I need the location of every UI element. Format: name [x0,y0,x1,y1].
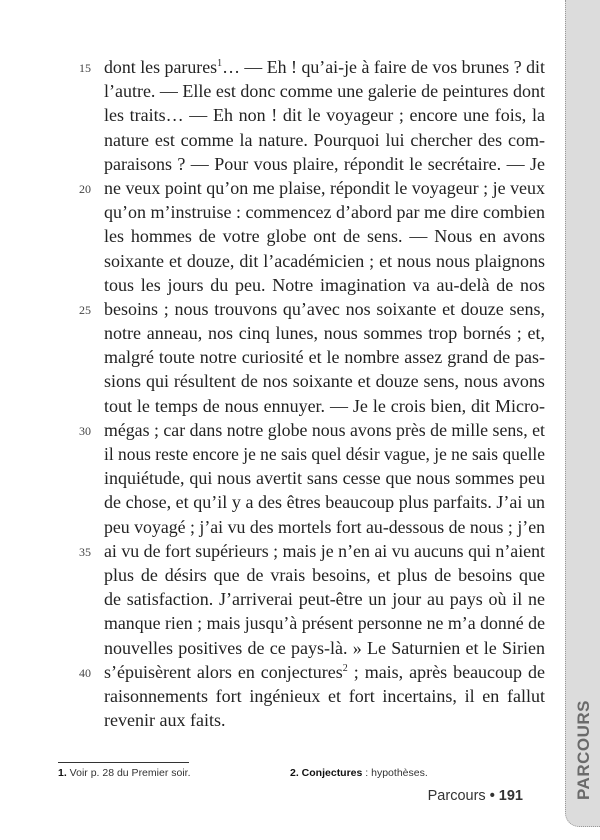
line-number: 35 [79,544,91,559]
text-segment: manque rien ; mais jusqu’à présent personne ne m’a donné de [104,613,545,634]
text-line [104,224,545,248]
text-line [79,297,545,321]
line-number: 40 [79,665,91,680]
line-text [104,128,545,152]
text-segment: qu’on m’instruise : commencez d’abord par me dire combien [104,202,546,223]
text-segment: il nous reste encore je ne sais quel désir vague, je ne sais quelle [104,444,545,464]
text-segment: l’autre. — Elle est donc comme une galerie de peintures dont [104,81,545,102]
footnote-ref: 1 [217,58,223,69]
text-line [104,587,545,611]
text-line [104,273,545,297]
text-line [104,394,545,418]
text-segment: tous les jours du peu. Notre imagination va au-delà de nos [104,274,546,295]
text-segment: sions qui résultent de nos soixante et douze sens, nous avons [104,371,545,392]
text-segment: ne veux point qu’on me plaise, répondit le voyageur ; je veux [104,177,546,198]
text-line [104,442,545,466]
text-segment: nature est comme la nature. Pourquoi lui chercher des com- [104,129,545,150]
footnote-2: 2. Conjectures : hypothèses. [290,767,428,779]
text-line [104,515,545,539]
text-segment: raisonnements fort ingénieux et fort incertains, il en fallut [104,685,545,706]
line-text [104,539,545,563]
text-segment: … — Eh ! qu’ai-je à faire de vos brunes ? dit [222,57,545,77]
text-line [79,539,545,563]
line-text [104,442,545,466]
line-text [104,345,545,369]
line-number: 25 [79,302,91,317]
text-segment: mégas ; car dans notre globe nous avons près de mille sens, et [104,419,545,440]
text-line [79,418,545,442]
text-line [104,103,545,127]
line-number: 15 [79,61,91,75]
footnote-ref: 2 [342,662,348,674]
line-text [104,563,545,587]
line-text [104,394,545,418]
line-text [104,55,545,79]
line-text [104,490,545,514]
line-text [104,684,545,708]
footer-bullet: • [489,788,495,804]
body-text [79,55,546,732]
text-segment: besoins ; nous trouvons qu’avec nos soixante et douze sens, [104,298,545,319]
text-segment: les traits… — Eh non ! dit le voyageur ; encore une fois, la [104,105,545,126]
text-line [104,611,545,635]
text-line [104,466,545,490]
text-line [104,636,545,660]
line-text [104,660,545,684]
line-text [104,611,545,635]
text-segment: les hommes de votre globe ont de sens. — Nous en avons [104,226,546,247]
text-segment: s’épuisèrent alors en conjectures [104,661,343,682]
text-line [104,563,545,587]
section-side-tab [565,0,600,827]
line-text [104,224,545,248]
line-text [104,273,545,297]
text-segment: malgré toute notre curiosité et le nombre assez grand de pas- [104,347,546,368]
text-line [104,684,545,708]
line-text [104,369,545,393]
line-text [104,321,545,345]
side-tab-label: PARCOURS [573,699,593,801]
line-text [104,79,545,103]
line-text [104,152,545,176]
line-number: 20 [79,181,91,196]
text-segment: plus de désirs que de vrais besoins, et plus de besoins que [104,564,546,585]
line-text [104,200,545,224]
line-text [104,176,545,200]
text-line [104,321,545,345]
text-segment: revenir aux faits. [104,710,226,731]
text-segment: nouvelles positives de ce pays-là. » Le Saturnien et le Sirien [104,637,545,658]
line-text [104,515,545,539]
line-text [104,587,545,611]
page-footer [428,788,523,804]
text-line [104,345,545,369]
text-segment: de satisfaction. J’arriverai peut-être un jour au pays où il ne [104,589,546,610]
line-text [104,466,545,490]
text-line [104,249,545,273]
line-text [104,636,545,660]
text-line [104,369,545,393]
line-text [104,249,545,273]
text-segment: inquiétude, qui nous avertit sans cesse que nous sommes peu [104,468,545,489]
text-line [104,128,545,152]
line-text [104,418,545,442]
text-segment: peu voyagé ; j’ai vu des mortels fort au-dessous de nous ; j’en [104,516,546,537]
line-text [104,103,545,127]
text-line [79,660,545,684]
footnote-1: 1. Voir p. 28 du Premier soir. [58,767,191,779]
page-number: 191 [498,788,523,804]
text-segment: ai vu de fort supérieurs ; mais je n’en ai vu aucuns qui n’aient [104,540,545,561]
text-line [79,176,546,200]
footnote-separator [58,762,189,763]
footer-section: Parcours [427,788,486,804]
line-text [104,708,225,732]
line-number: 30 [79,423,91,438]
text-segment: ; mais, après beaucoup de [347,661,545,682]
text-line [104,490,545,514]
text-line [104,152,545,176]
text-segment: de chose, et qu’il y a des êtres beaucoup plus parfaits. J’ai un [104,492,546,513]
text-line [104,708,545,732]
text-line [104,79,545,103]
text-segment: paraisons ? — Pour vous plaire, répondit le secrétaire. — Je [104,153,545,174]
text-line [79,55,545,79]
text-segment: dont les parures [104,57,218,77]
text-line [104,200,545,224]
text-segment: tout le temps de nous ennuyer. — Je le crois bien, dit Micro- [104,395,545,416]
text-segment: soixante et douze, dit l’académicien ; et nous nous plaignons [104,250,545,271]
text-segment: notre anneau, nos cinq lunes, nous sommes trop bornés ; et, [104,323,545,344]
line-text [104,297,545,321]
